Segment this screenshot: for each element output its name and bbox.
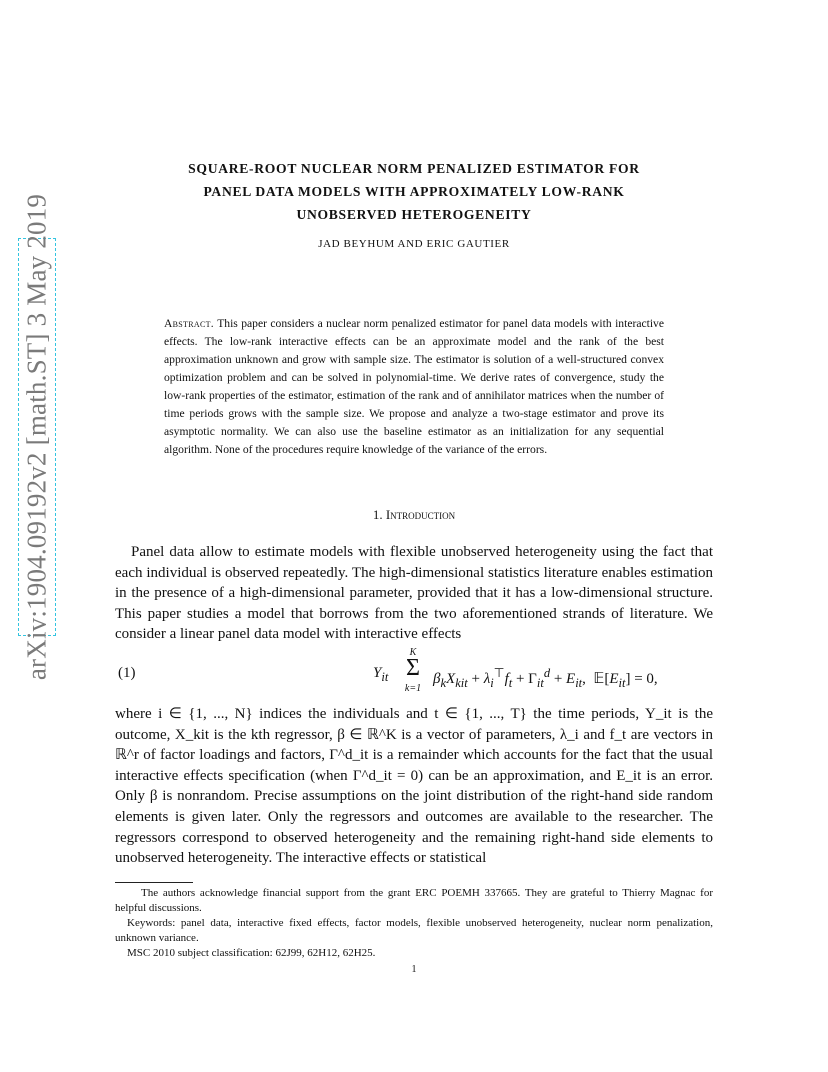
equation-number: (1) xyxy=(118,665,136,681)
equation-lhs-sub: it xyxy=(381,670,389,684)
sum-sigma: Σ xyxy=(406,655,420,681)
paper-title xyxy=(115,157,713,226)
title-line: UNOBSERVED HETEROGENEITY xyxy=(296,207,532,222)
page-number: 1 xyxy=(411,964,417,975)
model-paragraph: where i ∈ {1, ..., N} indices the individuals and t ∈ {1, ..., T} the time periods, Y_it is the outcome, X_kit is the kth regressor, β ∈ ℝ^K is a vector of parameters, λ_i and f_t are vectors in ℝ^r of factor loadings and factors, Γ^d_it is a remainder which accounts for the fact that the usual interactive effects specification (when Γ^d_it = 0) can be an approximation, and E_it is an error. Only β is nonrandom. Precise assumptions on the joint distribution of the right-hand side random elements is given later. Only the regressors and outcomes are available to the researcher. The regressors correspond to observed heterogeneity and the remaining right-hand side elements to unobserved heterogeneity. The interactive effects or statistical xyxy=(115,706,713,867)
title-line: PANEL DATA MODELS WITH APPROXIMATELY LOW-RANK xyxy=(203,184,625,199)
section-heading xyxy=(115,507,713,523)
footnote-rule xyxy=(115,882,193,883)
sum-lower-limit: k=1 xyxy=(404,683,422,694)
footnote-keywords: Keywords: panel data, interactive fixed effects, factor models, flexible unobserved heterogeneity, nuclear norm penalization, unknown variance. xyxy=(115,917,713,944)
sum-upper-limit: K xyxy=(409,647,417,658)
authors: JAD BEYHUM AND ERIC GAUTIER xyxy=(318,238,510,250)
abstract-text: This paper considers a nuclear norm penalized estimator for panel data models with interactive effects. The low-rank interactive effects can be an approximate model and the rank of the best approximation unknown and grow with sample size. The estimator is solution of a well-structured convex optimization problem and can be solved in polynomial-time. We derive rates of convergence, study the low-rank properties of the estimator, estimation of the rank and of annihilator matrices when the number of time periods grows with the sample size. We propose and analyze a two-stage estimator and prove its asymptotic normality. We can also use the baseline estimator as an initialization for any sequential algorithm. None of the procedures require knowledge of the variance of the errors. xyxy=(164,317,664,456)
title-line: SQUARE-ROOT NUCLEAR NORM PENALIZED ESTIMATOR FOR xyxy=(188,161,640,176)
footnote-acknowledgement: The authors acknowledge financial support from the grant ERC POEMH 337665. They are grateful to Thierry Magnac for helpful discussions. xyxy=(115,887,713,914)
intro-paragraph: Panel data allow to estimate models with flexible unobserved heterogeneity using the fact that each individual is observed repeatedly. The high-dimensional statistics literature enables estimation in the presence of a high-dimensional parameter, provided that it has a low-dimensional structure. This paper studies a model that borrows from the two aforementioned strands of literature. We consider a linear panel data model with interactive effects xyxy=(115,544,713,643)
abstract xyxy=(164,315,664,459)
section-title: Introduction xyxy=(385,507,456,522)
arxiv-stamp xyxy=(18,193,56,681)
equation-1 xyxy=(115,645,713,701)
arxiv-stamp-text: arXiv:1904.09192v2 [math.ST] 3 May 2019 xyxy=(21,193,52,681)
abstract-heading: Abstract. xyxy=(164,317,214,330)
footnote-msc: MSC 2010 subject classification: 62J99, 62H12, 62H25. xyxy=(127,947,376,959)
equation-rhs: $\beta_kX_{kit} + \lambda_i^⊤f_t + \Gamma_{it}^d + E_{it}$, $𝔼[E_{it}] = 0$, xyxy=(433,666,658,690)
equation-lhs: Y xyxy=(373,665,382,681)
summation xyxy=(397,645,429,701)
section-number: 1. xyxy=(372,507,383,522)
